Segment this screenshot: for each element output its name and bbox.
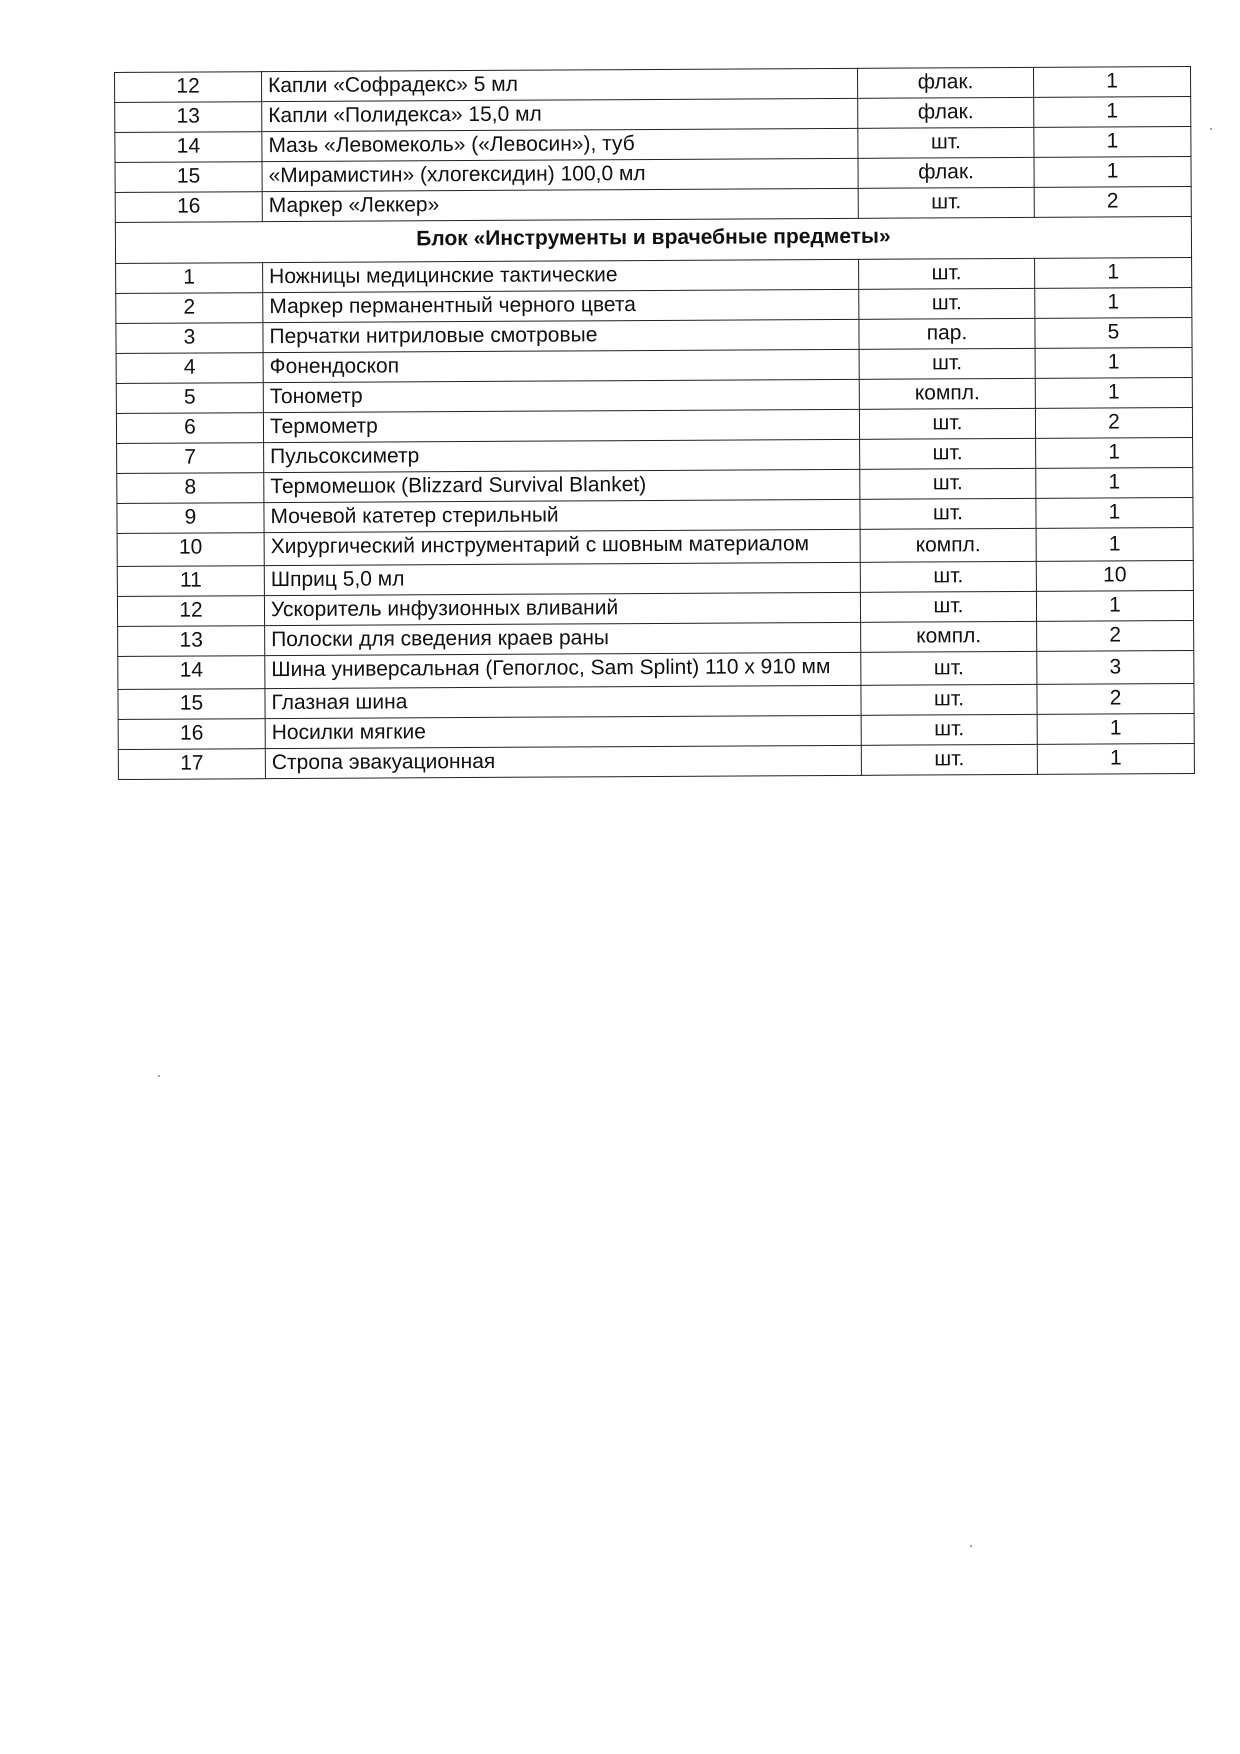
item-unit: шт. xyxy=(859,258,1035,289)
item-unit: шт. xyxy=(859,348,1035,379)
item-quantity: 1 xyxy=(1037,743,1194,774)
row-number: 5 xyxy=(116,383,263,414)
item-unit: шт. xyxy=(861,684,1037,715)
item-quantity: 1 xyxy=(1035,347,1192,378)
row-number: 1 xyxy=(116,263,263,294)
item-name: Пульсоксиметр xyxy=(264,439,860,472)
item-unit: шт. xyxy=(860,591,1036,622)
item-unit: шт. xyxy=(861,714,1037,745)
item-name: «Мирамистин» (хлогексидин) 100,0 мл xyxy=(262,158,858,191)
row-number: 14 xyxy=(118,656,265,690)
item-quantity: 1 xyxy=(1034,96,1191,127)
item-name: Маркер «Леккер» xyxy=(262,188,858,221)
item-quantity: 1 xyxy=(1036,437,1193,468)
equipment-table xyxy=(114,66,1195,780)
item-name: Мазь «Левомеколь» («Левосин»), туб xyxy=(262,128,858,161)
item-name: Стропа эвакуационная xyxy=(265,745,861,778)
row-number: 7 xyxy=(117,443,264,474)
item-name: Ускоритель инфузионных вливаний xyxy=(264,592,860,625)
item-name: Носилки мягкие xyxy=(265,715,861,748)
item-unit: компл. xyxy=(860,528,1036,562)
item-name: Глазная шина xyxy=(265,685,861,718)
item-quantity: 1 xyxy=(1034,156,1191,187)
equipment-table-container xyxy=(114,66,1194,780)
row-number: 10 xyxy=(117,533,264,567)
item-name: Маркер перманентный черного цвета xyxy=(263,289,859,322)
item-name: Термомешок (Blizzard Survival Blanket) xyxy=(264,469,860,502)
item-name: Тонометр xyxy=(263,379,859,412)
item-quantity: 1 xyxy=(1035,287,1192,318)
row-number: 8 xyxy=(117,473,264,504)
item-name: Капли «Полидекса» 15,0 мл xyxy=(262,98,858,131)
item-quantity: 1 xyxy=(1033,66,1190,97)
item-name: Термометр xyxy=(263,409,859,442)
item-name: Мочевой катетер стерильный xyxy=(264,499,860,532)
item-unit: шт. xyxy=(859,288,1035,319)
row-number: 13 xyxy=(115,102,262,133)
section-title: Блок «Инструменты и врачебные предметы» xyxy=(115,216,1191,263)
item-quantity: 5 xyxy=(1035,317,1192,348)
item-quantity: 2 xyxy=(1037,683,1194,714)
row-number: 11 xyxy=(117,566,264,597)
item-quantity: 1 xyxy=(1035,377,1192,408)
item-name: Шина универсальная (Гепоглос, Sam Splint) 110 x 910 мм xyxy=(265,652,861,688)
item-unit: компл. xyxy=(861,621,1037,652)
item-name: Капли «Софрадекс» 5 мл xyxy=(262,68,858,101)
item-unit: шт. xyxy=(860,468,1036,499)
scan-speck xyxy=(1210,128,1212,130)
item-quantity: 1 xyxy=(1036,590,1193,621)
item-quantity: 2 xyxy=(1037,620,1194,651)
item-quantity: 1 xyxy=(1036,467,1193,498)
row-number: 12 xyxy=(117,596,264,627)
item-name: Ножницы медицинские тактические xyxy=(263,259,859,292)
row-number: 16 xyxy=(118,719,265,750)
row-number: 15 xyxy=(115,162,262,193)
item-quantity: 1 xyxy=(1036,527,1193,561)
row-number: 2 xyxy=(116,293,263,324)
item-unit: флак. xyxy=(858,97,1034,128)
item-quantity: 10 xyxy=(1036,560,1193,591)
item-name: Перчатки нитриловые смотровые xyxy=(263,319,859,352)
row-number: 3 xyxy=(116,323,263,354)
row-number: 15 xyxy=(118,689,265,720)
item-quantity: 1 xyxy=(1036,497,1193,528)
row-number: 13 xyxy=(118,626,265,657)
row-number: 4 xyxy=(116,353,263,384)
item-unit: пар. xyxy=(859,318,1035,349)
row-number: 6 xyxy=(116,413,263,444)
item-unit: шт. xyxy=(860,498,1036,529)
item-unit: шт. xyxy=(861,744,1037,775)
scan-speck xyxy=(970,1545,972,1547)
item-quantity: 1 xyxy=(1035,257,1192,288)
item-unit: флак. xyxy=(858,157,1034,188)
row-number: 9 xyxy=(117,503,264,534)
row-number: 14 xyxy=(115,132,262,163)
item-unit: шт. xyxy=(858,127,1034,158)
item-name: Хирургический инструментарий с шовным материалом xyxy=(264,529,860,565)
section-header-row xyxy=(115,216,1191,263)
item-quantity: 1 xyxy=(1034,126,1191,157)
scan-speck xyxy=(158,1075,160,1077)
item-unit: шт. xyxy=(860,561,1036,592)
item-quantity: 2 xyxy=(1035,407,1192,438)
table-row xyxy=(118,743,1194,779)
row-number: 16 xyxy=(115,192,262,223)
row-number: 12 xyxy=(115,72,262,103)
item-unit: шт. xyxy=(861,651,1037,685)
item-unit: шт. xyxy=(860,438,1036,469)
row-number: 17 xyxy=(118,749,265,780)
item-unit: шт. xyxy=(859,408,1035,439)
item-quantity: 1 xyxy=(1037,713,1194,744)
item-unit: шт. xyxy=(858,187,1034,218)
item-unit: флак. xyxy=(857,67,1033,98)
item-name: Полоски для сведения краев раны xyxy=(265,622,861,655)
item-unit: компл. xyxy=(859,378,1035,409)
item-name: Фонендоскоп xyxy=(263,349,859,382)
item-quantity: 3 xyxy=(1037,650,1194,684)
item-quantity: 2 xyxy=(1034,186,1191,217)
item-name: Шприц 5,0 мл xyxy=(264,562,860,595)
